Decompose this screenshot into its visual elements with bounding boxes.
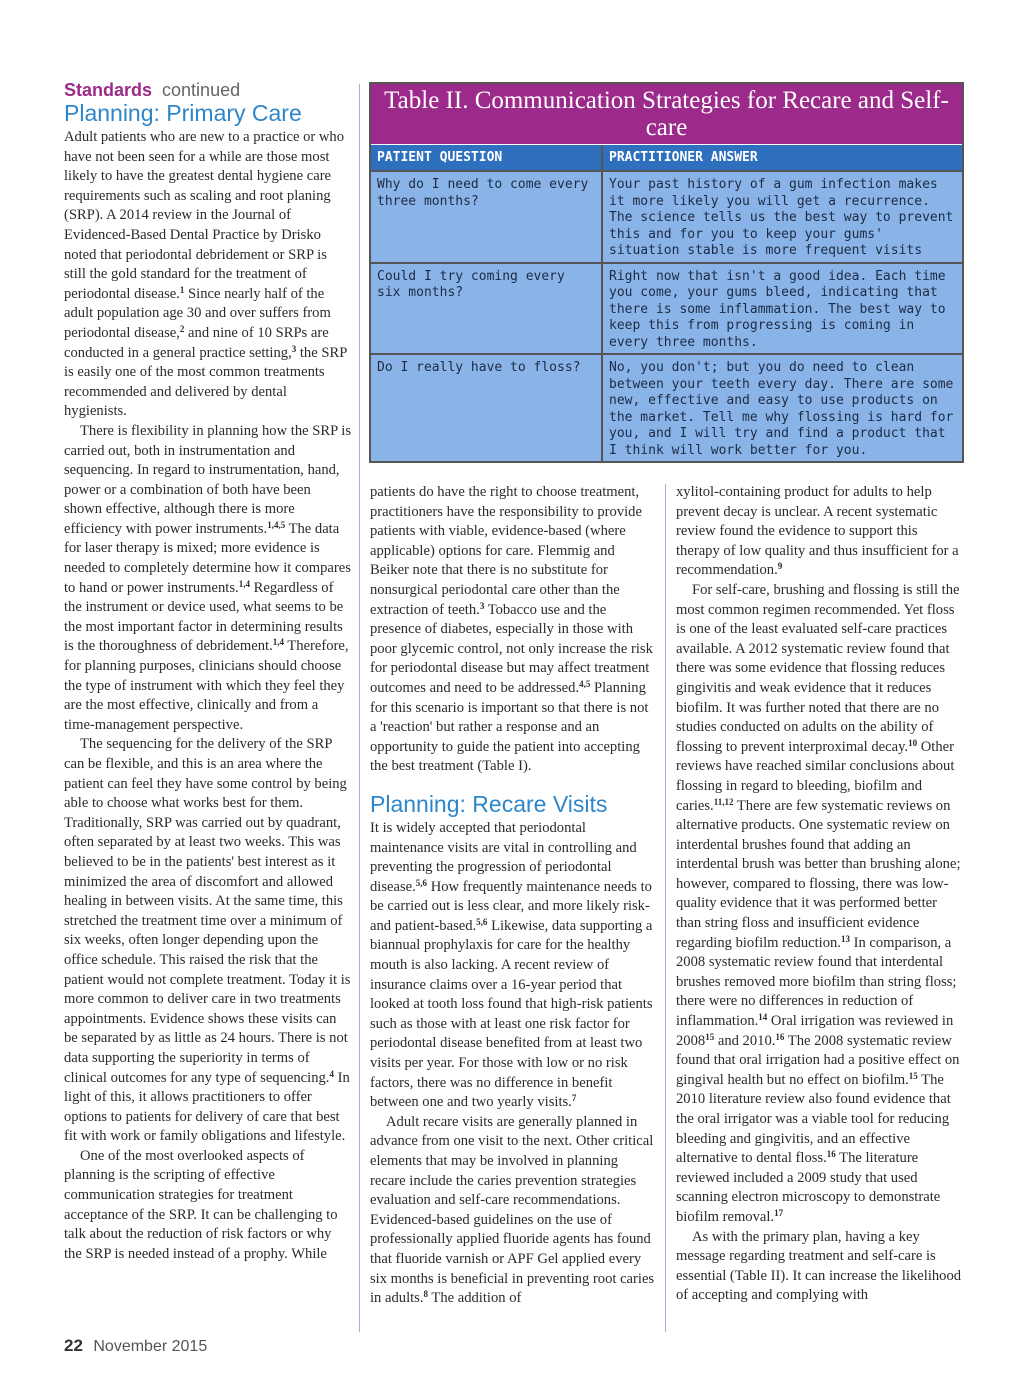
patient-question: Do I really have to floss? <box>371 355 603 461</box>
heading-primary-care: Planning: Primary Care <box>64 100 302 126</box>
table-communication-strategies <box>369 82 964 463</box>
table-title: Table II. Communication Strategies for Recare and Self-care <box>371 84 962 144</box>
paragraph: Adult recare visits are generally planned in advance from one visit to the next. Other critical elements that may be involved in planning recare include the caries prevention strategies evaluation and self-care recommendations. Evidenced-based guidelines on the use of professionally applied fluoride agents has found that fluoride varnish or APF Gel applied every six months is beneficial in preventing root caries in adults.$^8$ The addition of <box>370 1113 655 1307</box>
column-rule <box>665 484 666 1332</box>
section-kicker <box>64 80 352 100</box>
patient-question: Could I try coming every six months? <box>371 264 603 354</box>
paragraph: patients do have the right to choose treatment, practitioners have the responsibility to provide patients with viable, evidence-based (where applicable) options for care. Flemmig and Beiker note that there is no substitute for nonsurgical periodontal care other than the extraction of teeth.$^3$ Tobacco use and the presence of diabetes, especially in those with poor glycemic control, not only increase the risk for periodontal disease but may affect treatment outcomes and need to be addressed.$^{4,5}$ Planning for this scenario is important so that there is not a 'reaction' but rather a response and an opportunity to guide the patient into accepting the best treatment (Table I). <box>370 484 653 775</box>
table-row <box>371 262 962 354</box>
page-footer <box>64 1336 207 1356</box>
paragraph: One of the most overlooked aspects of planning is the scripting of effective communication strategies for treatment acceptance of the SRP. It can be challenging to talk about the reduction of risk factors or why the SRP is needed instead of a prophy. While <box>64 1147 338 1262</box>
column-3 <box>676 483 962 1306</box>
paragraph: There is flexibility in planning how the SRP is carried out, both in instrumentation and sequencing. In regard to instrumentation, hand, power or a combination of both have been shown effective, although there is more efficiency with power instruments.$^{1,4,5}$ The data for laser therapy is mixed; more evidence is needed to completely determine how it compares to hand or power instruments.$^{1,4}$ Regardless of the instrument or device used, what seems to be the most important factor in determining results is the thoroughness of debridement.$^{1,4}$ Therefore, for planning purposes, clinicians should choose the type of instrument with which they feel they are the most effective, clinically and from a time-management perspective. <box>64 422 352 733</box>
page-number: 22 <box>64 1336 83 1355</box>
table-row <box>371 170 962 262</box>
practitioner-answer: Your past history of a gum infection makes it more likely you will get a recurrence. The science tells us the best way to prevent this and for you to keep your gums' situation stable is more frequent visits <box>609 177 954 258</box>
column-1 <box>64 80 352 1264</box>
table-row <box>371 353 962 461</box>
column-2 <box>370 483 655 1309</box>
paragraph: Adult patients who are new to a practice or who have not been seen for a while are those most likely to have the greatest dental hygiene care requirements such as scaling and root planing (SRP). A 2014 review in the Journal of Evidenced-Based Dental Practice by Drisko noted that periodontal debridement or SRP is still the gold standard for the treatment of periodontal disease.$^1$ Since nearly half of the adult population age 30 and over suffers from periodontal disease,$^2$ and nine of 10 SRPs are conducted in a general practice setting,$^3$ the SRP is easily one of the most common treatments recommended and delivered by dental hygienists. <box>64 129 347 420</box>
kicker-continued: continued <box>162 80 241 100</box>
kicker-standards: Standards <box>64 80 153 100</box>
paragraph: For self-care, brushing and flossing is still the most common regimen recommended. Yet floss is one of the least evaluated self-care practices available. A 2012 systematic review found that there was some evidence that flossing reduces gingivitis and weak evidence that it reduces biofilm. It was further noted that there are no studies conducted on adults on the ability of flossing to prevent interproximal decay.$^{10}$ Other reviews have reached similar conclusions about flossing in regard to bleeding, biofilm and caries.$^{11,12}$ There are few systematic reviews on alternative products. One systematic review on interdental brushes found that adding an interdental brush was better than brushing alone; however, compared to flossing, there was low-quality evidence that it was performed better than string floss and insufficient evidence regarding biofilm reduction.$^{13}$ In comparison, a 2008 systematic review found that interdental brushes removed more biofilm than string floss; there were no differences in reduction of inflammation.$^{14}$ Oral irrigation was reviewed in 2008$^{15}$ and 2010.16 The 2008 systematic review found that oral irrigation had a positive effect on gingival health but no effect on biofilm.$^{15}$ The 2010 literature review also found evidence that the oral irrigator was a viable tool for reducing bleeding and gingivitis, and an effective alternative to dental floss.$^{16}$ The literature reviewed included a 2009 study that used scanning electron microscopy to demonstrate biofilm removal.$^{17}$ <box>676 581 961 1225</box>
paragraph: The sequencing for the delivery of the SRP can be flexible, and this is an area where the patient can feel they have some control by being able to choose what works best for them. Traditionally, SRP was carried out by quadrant, often separated by at least two weeks. This was believed to be in the patients' best interest as it minimized the area of discomfort and allowed healing in between visits. At the same time, this stretched the treatment time over a minimum of six weeks, often longer depending upon the office schedule. This raised the risk that the patient would not complete treatment. Today it is more common to deliver care in two treatments appointments. Evidence shows these visits can be separated by as little as 24 hours. There is not data supporting the superiority in terms of clinical outcomes for any type of sequencing.$^4$ In light of this, it allows practitioners to offer options to patients for delivery of care that best fit with work or family obligations and lifestyle. <box>64 736 351 1145</box>
paragraph: As with the primary plan, having a key message regarding treatment and self-care is essential (Table II). It can increase the likelihood of accepting and complying with <box>676 1228 962 1304</box>
paragraph: It is widely accepted that periodontal maintenance visits are vital in controlling and preventing the progression of periodontal disease.$^{5,6}$ How frequently maintenance needs to be carried out is less clear, and more likely risk- and patient-based.$^{5,6}$ Likewise, data supporting a biannual prophylaxis for care for the healthy mouth is also lacking. A recent review of insurance claims over a 16-year period that looked at tooth loss found that high-risk patients such as those with at least one risk factor for periodontal disease benefited from at least two visits per year. For those with low or no risk factors, there was no difference in benefit between one and two yearly visits.$^7$ <box>370 819 653 1111</box>
issue-date: November 2015 <box>93 1338 208 1355</box>
col-header-answer: PRACTITIONER ANSWER <box>609 150 758 165</box>
col-header-question: PATIENT QUESTION <box>371 145 603 170</box>
table-header-row <box>371 144 962 170</box>
column-rule <box>359 84 360 1332</box>
paragraph: xylitol-containing product for adults to help prevent decay is unclear. A recent systematic review found the evidence to support this therapy of low quality and thus insufficient for a recommendation.$^9$ <box>676 484 959 579</box>
patient-question: Why do I need to come every three months? <box>371 172 603 262</box>
heading-recare-visits: Planning: Recare Visits <box>370 790 608 817</box>
practitioner-answer: Right now that isn't a good idea. Each time you come, your gums bleed, indicating that there is some inflammation. The best way to keep this from progressing is coming in every three months. <box>609 268 946 350</box>
practitioner-answer: No, you don't; but you do need to clean between your teeth every day. There are some new, effective and easy to use products on the market. Tell me why flossing is hard for you, and I will try and find a product that I think will work better for you. <box>609 360 954 458</box>
